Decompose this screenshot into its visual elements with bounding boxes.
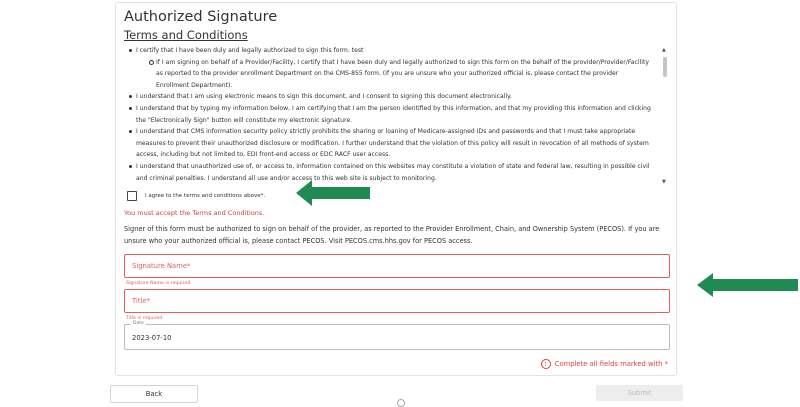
page-title: Authorized Signature [124,9,278,25]
scroll-thumb[interactable] [663,57,667,77]
terms-scrollbar[interactable] [662,47,668,185]
signature-name-input[interactable] [124,254,670,278]
date-input[interactable] [124,321,670,350]
scroll-down-icon[interactable]: ▼ [662,179,666,185]
terms-subitem: If I am signing on behalf of a Provider/Facility, I certify that I have been duly and legally authorized to sign this form on the behalf of the provider/Provider/Facility as reported to the provider enrollment Department on the CMS-855 form. (If you are unsure who your authorized official is, please contact the provider Enrollment Department). [136,57,670,92]
terms-heading: Terms and Conditions [124,28,248,42]
signature-name-placeholder: Signature Name* [132,262,191,270]
date-label: Date [133,321,144,326]
required-fields-note [541,359,668,369]
agree-terms-row[interactable] [127,191,265,201]
terms-list-scrollbox[interactable] [124,45,670,185]
authorized-signature-card [115,2,677,376]
submit-button[interactable]: Submit [596,385,683,401]
terms-item: I understand that by typing my information below, I am certifying that I am the person identified by this information, and that my providing this information and clicking the "Electronically Sign" button will constitute my electronic signature. [136,103,670,126]
left-arrow-icon [697,273,798,297]
title-input[interactable] [124,289,670,313]
terms-item: I understand that CMS information security policy strictly prohibits the sharing or loaning of Medicare-assigned IDs and passwords and that I must take appropriate measures to prevent their unauthorized disclosure or modification. I further understand that the violation of this policy will result in revocation of all methods of system access, including but not limited to, EDI front-end access or EDC RACF user access. [136,126,670,161]
terms-item: I understand that I am using electronic means to sign this document, and I consent to signing this document electronically. [136,91,670,103]
scroll-up-icon[interactable]: ▲ [662,47,666,53]
title-error: Title is required. [126,316,164,321]
alert-icon: ! [541,359,551,369]
loading-indicator [397,399,405,407]
required-fields-text: Complete all fields marked with * [554,360,668,368]
agree-terms-label[interactable]: I agree to the terms and conditions above*. [145,193,266,199]
terms-item: I certify that I have been duly and legally authorized to sign this form. test [136,45,670,57]
agree-terms-checkbox[interactable] [127,191,137,201]
signer-note: Signer of this form must be authorized to sign on behalf of the provider, as reported to the Provider Enrollment, Chain, and Ownership System (PECOS). If you are unsure who your authorized official is, please contact PECOS. Visit PECOS.cms.hhs.gov for PECOS access. [124,225,660,245]
title-placeholder: Title* [132,297,150,305]
signature-name-error: Signature Name is required. [126,281,192,286]
terms-item: I understand that unauthorized use of, or access to, information contained on this websites may constitute a violation of state and federal law, resulting in possible civil and criminal penalties. I understand all use and/or access to this web site is subject to monitoring. [136,161,670,184]
terms-error-message: You must accept the Terms and Conditions. [124,209,265,217]
date-value: 2023-07-10 [132,334,172,342]
left-arrow-icon [296,180,370,206]
back-button[interactable]: Back [110,385,198,403]
